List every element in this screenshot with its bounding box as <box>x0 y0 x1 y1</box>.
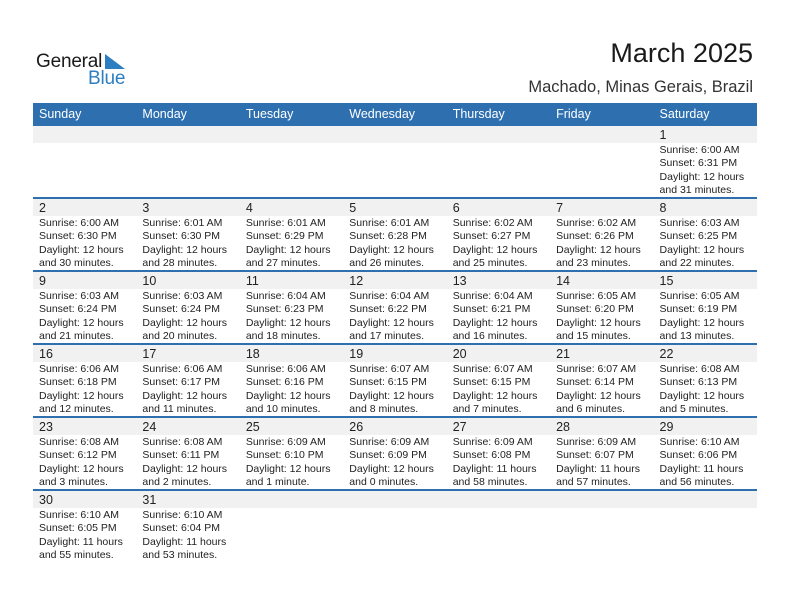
sunrise-text: Sunrise: 6:05 AM <box>659 290 740 302</box>
sunset-text: Sunset: 6:13 PM <box>659 376 738 389</box>
day-number <box>142 126 239 143</box>
sunset-text: Sunset: 6:07 PM <box>556 449 634 462</box>
sunrise-text: Sunrise: 6:04 AM <box>349 290 430 302</box>
daylight-text: Daylight: 12 hours <box>556 316 641 329</box>
weekday-wednesday: Wednesday <box>349 107 416 121</box>
day-cell <box>654 199 757 270</box>
day-cell <box>447 199 550 270</box>
week-cells <box>33 418 757 489</box>
daylight-text: Daylight: 12 hours <box>142 243 228 256</box>
daylight-text: and 2 minutes. <box>142 476 212 489</box>
weeks-container <box>33 126 757 562</box>
daylight-text: Daylight: 12 hours <box>39 243 124 256</box>
sunset-text: Sunset: 6:08 PM <box>452 449 531 462</box>
day-number: 17 <box>142 347 157 361</box>
logo-blue-text: Blue <box>88 68 126 89</box>
day-number: 28 <box>556 420 571 434</box>
daylight-text: and 55 minutes. <box>39 549 114 562</box>
daylight-text: and 7 minutes. <box>452 403 522 416</box>
day-number: 27 <box>452 420 467 434</box>
sunrise-text: Sunrise: 6:07 AM <box>556 363 637 375</box>
day-info <box>246 290 343 344</box>
sunset-text: Sunset: 6:26 PM <box>556 230 634 243</box>
sunrise-text: Sunrise: 6:03 AM <box>659 217 740 229</box>
daylight-text: Daylight: 12 hours <box>142 462 228 475</box>
day-info <box>453 436 550 490</box>
day-info <box>453 363 550 417</box>
day-number: 29 <box>659 420 674 434</box>
day-info <box>39 509 136 563</box>
sunset-text: Sunset: 6:31 PM <box>659 157 738 170</box>
daylight-text: Daylight: 12 hours <box>39 462 124 475</box>
daylight-text: and 12 minutes. <box>39 403 114 416</box>
daylight-text: Daylight: 12 hours <box>556 243 641 256</box>
day-number: 21 <box>556 347 571 361</box>
daylight-text: and 5 minutes. <box>659 403 729 416</box>
day-number: 30 <box>39 493 53 507</box>
day-number: 8 <box>659 201 667 215</box>
sunset-text: Sunset: 6:06 PM <box>659 449 738 462</box>
day-number <box>660 491 757 508</box>
daylight-text: Daylight: 12 hours <box>39 389 124 402</box>
day-info <box>349 217 446 271</box>
sunrise-text: Sunrise: 6:02 AM <box>452 217 533 229</box>
sunset-text: Sunset: 6:09 PM <box>349 449 427 462</box>
sunset-text: Sunset: 6:16 PM <box>245 376 324 389</box>
day-number: 2 <box>39 201 46 215</box>
logo-triangle-icon <box>105 54 125 69</box>
day-info <box>142 363 239 417</box>
day-number <box>556 126 653 143</box>
week-row <box>33 345 757 418</box>
day-info <box>142 436 239 490</box>
sunset-text: Sunset: 6:27 PM <box>452 230 531 243</box>
sunrise-text: Sunrise: 6:10 AM <box>39 509 119 521</box>
day-number <box>246 491 343 508</box>
day-number: 23 <box>39 420 53 434</box>
daylight-text: and 1 minute. <box>245 476 310 489</box>
day-number <box>556 491 653 508</box>
day-cell <box>654 491 757 562</box>
sunrise-text: Sunrise: 6:00 AM <box>659 144 740 156</box>
day-cell <box>33 272 136 343</box>
sunrise-text: Sunrise: 6:09 AM <box>452 436 533 448</box>
day-cell <box>33 199 136 270</box>
day-info <box>39 436 136 490</box>
day-cell <box>654 345 757 416</box>
daylight-text: Daylight: 12 hours <box>452 316 538 329</box>
daylight-text: Daylight: 11 hours <box>659 462 744 475</box>
day-cell <box>343 418 446 489</box>
day-cell <box>550 491 653 562</box>
day-number: 7 <box>556 201 564 215</box>
sunset-text: Sunset: 6:21 PM <box>452 303 531 316</box>
day-number: 12 <box>349 274 364 288</box>
day-cell <box>654 126 757 197</box>
weekday-thursday: Thursday <box>452 107 505 121</box>
sunrise-text: Sunrise: 6:04 AM <box>452 290 533 302</box>
sunrise-text: Sunrise: 6:01 AM <box>349 217 430 229</box>
daylight-text: and 56 minutes. <box>659 476 735 489</box>
sunset-text: Sunset: 6:15 PM <box>452 376 531 389</box>
daylight-text: and 8 minutes. <box>349 403 419 416</box>
daylight-text: Daylight: 12 hours <box>142 316 228 329</box>
sunrise-text: Sunrise: 6:03 AM <box>142 290 223 302</box>
day-cell <box>447 345 550 416</box>
day-cell <box>550 272 653 343</box>
day-cell <box>240 345 343 416</box>
day-info <box>556 363 653 417</box>
day-cell <box>343 272 446 343</box>
daylight-text: Daylight: 12 hours <box>452 243 538 256</box>
sunset-text: Sunset: 6:11 PM <box>142 449 220 462</box>
sunrise-text: Sunrise: 6:10 AM <box>142 509 223 521</box>
sunset-text: Sunset: 6:12 PM <box>39 449 117 462</box>
daylight-text: and 27 minutes. <box>245 257 321 270</box>
daylight-text: and 30 minutes. <box>39 257 114 270</box>
sunset-text: Sunset: 6:05 PM <box>39 522 117 535</box>
day-cell <box>240 126 343 197</box>
day-info <box>246 363 343 417</box>
day-cell <box>550 345 653 416</box>
daylight-text: Daylight: 12 hours <box>659 170 745 183</box>
daylight-text: Daylight: 12 hours <box>349 243 434 256</box>
daylight-text: and 31 minutes. <box>659 184 735 197</box>
sunset-text: Sunset: 6:10 PM <box>245 449 324 462</box>
sunrise-text: Sunrise: 6:08 AM <box>39 436 119 448</box>
daylight-text: Daylight: 12 hours <box>556 389 641 402</box>
sunset-text: Sunset: 6:30 PM <box>39 230 117 243</box>
daylight-text: Daylight: 12 hours <box>245 243 331 256</box>
daylight-text: Daylight: 12 hours <box>659 389 745 402</box>
sunrise-text: Sunrise: 6:04 AM <box>245 290 326 302</box>
day-info <box>349 436 446 490</box>
daylight-text: and 58 minutes. <box>452 476 528 489</box>
sunset-text: Sunset: 6:29 PM <box>245 230 324 243</box>
day-info <box>349 363 446 417</box>
location-subtitle: Machado, Minas Gerais, Brazil <box>528 78 753 96</box>
day-cell <box>33 418 136 489</box>
sunset-text: Sunset: 6:17 PM <box>142 376 221 389</box>
daylight-text: and 10 minutes. <box>245 403 321 416</box>
daylight-text: and 20 minutes. <box>142 330 218 343</box>
day-cell <box>136 199 239 270</box>
sunrise-text: Sunrise: 6:09 AM <box>245 436 326 448</box>
day-number: 11 <box>245 274 259 288</box>
day-number: 6 <box>452 201 460 215</box>
sunrise-text: Sunrise: 6:05 AM <box>556 290 637 302</box>
daylight-text: and 15 minutes. <box>556 330 631 343</box>
day-cell <box>447 491 550 562</box>
day-cell <box>33 491 136 562</box>
daylight-text: Daylight: 12 hours <box>349 462 434 475</box>
week-row <box>33 418 757 491</box>
daylight-text: Daylight: 12 hours <box>452 389 538 402</box>
day-info <box>660 363 757 417</box>
sunset-text: Sunset: 6:15 PM <box>349 376 427 389</box>
daylight-text: and 6 minutes. <box>556 403 625 416</box>
sunset-text: Sunset: 6:30 PM <box>142 230 221 243</box>
day-cell <box>240 199 343 270</box>
logo <box>36 50 136 90</box>
sunrise-text: Sunrise: 6:00 AM <box>39 217 119 229</box>
daylight-text: and 13 minutes. <box>659 330 735 343</box>
day-number: 14 <box>556 274 571 288</box>
day-cell <box>447 126 550 197</box>
day-cell <box>550 418 653 489</box>
day-info <box>660 217 757 271</box>
day-cell <box>136 272 239 343</box>
day-info <box>39 363 136 417</box>
day-cell <box>240 491 343 562</box>
day-info <box>453 217 550 271</box>
week-cells <box>33 272 757 343</box>
daylight-text: and 53 minutes. <box>142 549 218 562</box>
daylight-text: and 26 minutes. <box>349 257 424 270</box>
day-cell <box>447 418 550 489</box>
day-cell <box>240 272 343 343</box>
sunrise-text: Sunrise: 6:02 AM <box>556 217 637 229</box>
week-cells <box>33 345 757 416</box>
calendar <box>33 103 757 562</box>
weekday-tuesday: Tuesday <box>245 107 294 121</box>
weekday-friday: Friday <box>556 107 591 121</box>
day-info <box>556 290 653 344</box>
week-row <box>33 491 757 562</box>
day-cell <box>343 345 446 416</box>
day-info <box>142 290 239 344</box>
day-info <box>142 509 239 563</box>
day-info <box>246 217 343 271</box>
day-cell <box>654 418 757 489</box>
day-info <box>142 217 239 271</box>
daylight-text: and 16 minutes. <box>452 330 528 343</box>
daylight-text: Daylight: 12 hours <box>142 389 228 402</box>
day-info <box>556 436 653 490</box>
sunset-text: Sunset: 6:22 PM <box>349 303 427 316</box>
weekday-header <box>33 103 757 126</box>
sunrise-text: Sunrise: 6:07 AM <box>452 363 533 375</box>
day-info <box>660 436 757 490</box>
day-number <box>453 491 550 508</box>
daylight-text: and 25 minutes. <box>452 257 528 270</box>
sunset-text: Sunset: 6:14 PM <box>556 376 634 389</box>
week-cells <box>33 126 757 197</box>
daylight-text: Daylight: 11 hours <box>556 462 640 475</box>
day-info <box>246 436 343 490</box>
week-cells <box>33 199 757 270</box>
sunset-text: Sunset: 6:28 PM <box>349 230 427 243</box>
sunrise-text: Sunrise: 6:01 AM <box>245 217 326 229</box>
day-number: 25 <box>245 420 260 434</box>
day-info <box>660 144 757 198</box>
day-info <box>556 217 653 271</box>
sunset-text: Sunset: 6:18 PM <box>39 376 117 389</box>
day-info <box>660 290 757 344</box>
daylight-text: Daylight: 12 hours <box>659 243 745 256</box>
sunrise-text: Sunrise: 6:08 AM <box>142 436 223 448</box>
sunrise-text: Sunrise: 6:06 AM <box>142 363 223 375</box>
logo-general-text: General <box>36 51 103 72</box>
weekday-sunday: Sunday <box>39 107 82 121</box>
daylight-text: and 21 minutes. <box>39 330 114 343</box>
week-row <box>33 272 757 345</box>
day-cell <box>136 126 239 197</box>
day-number <box>453 126 550 143</box>
sunrise-text: Sunrise: 6:09 AM <box>349 436 430 448</box>
day-number: 5 <box>349 201 357 215</box>
day-cell <box>136 418 239 489</box>
sunrise-text: Sunrise: 6:07 AM <box>349 363 430 375</box>
day-number: 1 <box>659 128 667 142</box>
day-number <box>246 126 343 143</box>
day-number: 31 <box>142 493 157 507</box>
day-cell <box>343 491 446 562</box>
sunrise-text: Sunrise: 6:03 AM <box>39 290 119 302</box>
daylight-text: and 28 minutes. <box>142 257 218 270</box>
daylight-text: and 57 minutes. <box>556 476 631 489</box>
day-cell <box>654 272 757 343</box>
week-row <box>33 199 757 272</box>
daylight-text: and 23 minutes. <box>556 257 631 270</box>
weekday-monday: Monday <box>142 107 187 121</box>
day-number <box>349 126 446 143</box>
day-number: 9 <box>39 274 46 288</box>
sunrise-text: Sunrise: 6:08 AM <box>659 363 740 375</box>
daylight-text: Daylight: 12 hours <box>245 316 331 329</box>
sunset-text: Sunset: 6:23 PM <box>245 303 324 316</box>
day-cell <box>240 418 343 489</box>
day-number: 26 <box>349 420 364 434</box>
day-number <box>39 126 136 143</box>
day-number: 19 <box>349 347 364 361</box>
sunset-text: Sunset: 6:24 PM <box>142 303 221 316</box>
page-title: March 2025 <box>610 38 753 68</box>
day-number: 10 <box>142 274 157 288</box>
day-cell <box>447 272 550 343</box>
daylight-text: Daylight: 11 hours <box>142 535 227 548</box>
daylight-text: Daylight: 11 hours <box>452 462 537 475</box>
sunrise-text: Sunrise: 6:06 AM <box>245 363 326 375</box>
sunset-text: Sunset: 6:25 PM <box>659 230 738 243</box>
week-row <box>33 126 757 199</box>
daylight-text: and 17 minutes. <box>349 330 424 343</box>
day-number: 3 <box>142 201 150 215</box>
sunrise-text: Sunrise: 6:09 AM <box>556 436 637 448</box>
day-cell <box>33 126 136 197</box>
week-cells <box>33 491 757 562</box>
day-info <box>453 290 550 344</box>
daylight-text: Daylight: 12 hours <box>39 316 124 329</box>
day-cell <box>550 126 653 197</box>
day-number: 15 <box>659 274 674 288</box>
day-number: 4 <box>245 201 253 215</box>
sunset-text: Sunset: 6:20 PM <box>556 303 634 316</box>
day-cell <box>136 345 239 416</box>
daylight-text: and 0 minutes. <box>349 476 419 489</box>
day-info <box>39 217 136 271</box>
sunrise-text: Sunrise: 6:06 AM <box>39 363 119 375</box>
daylight-text: Daylight: 12 hours <box>659 316 745 329</box>
day-cell <box>343 199 446 270</box>
daylight-text: and 11 minutes. <box>142 403 217 416</box>
day-cell <box>33 345 136 416</box>
day-info <box>349 290 446 344</box>
daylight-text: Daylight: 12 hours <box>245 389 331 402</box>
daylight-text: Daylight: 12 hours <box>349 389 434 402</box>
day-cell <box>550 199 653 270</box>
daylight-text: Daylight: 11 hours <box>39 535 123 548</box>
day-number: 13 <box>452 274 467 288</box>
daylight-text: Daylight: 12 hours <box>245 462 331 475</box>
day-number: 24 <box>142 420 157 434</box>
day-cell <box>136 491 239 562</box>
day-number: 16 <box>39 347 53 361</box>
daylight-text: and 18 minutes. <box>245 330 321 343</box>
sunset-text: Sunset: 6:19 PM <box>659 303 738 316</box>
day-number: 22 <box>659 347 674 361</box>
sunrise-text: Sunrise: 6:10 AM <box>659 436 740 448</box>
day-info <box>39 290 136 344</box>
day-number <box>349 491 446 508</box>
sunset-text: Sunset: 6:24 PM <box>39 303 117 316</box>
sunset-text: Sunset: 6:04 PM <box>142 522 221 535</box>
daylight-text: Daylight: 12 hours <box>349 316 434 329</box>
daylight-text: and 3 minutes. <box>39 476 108 489</box>
day-cell <box>343 126 446 197</box>
sunrise-text: Sunrise: 6:01 AM <box>142 217 223 229</box>
weekday-saturday: Saturday <box>659 107 710 121</box>
day-number: 20 <box>452 347 467 361</box>
day-number: 18 <box>245 347 260 361</box>
daylight-text: and 22 minutes. <box>659 257 735 270</box>
